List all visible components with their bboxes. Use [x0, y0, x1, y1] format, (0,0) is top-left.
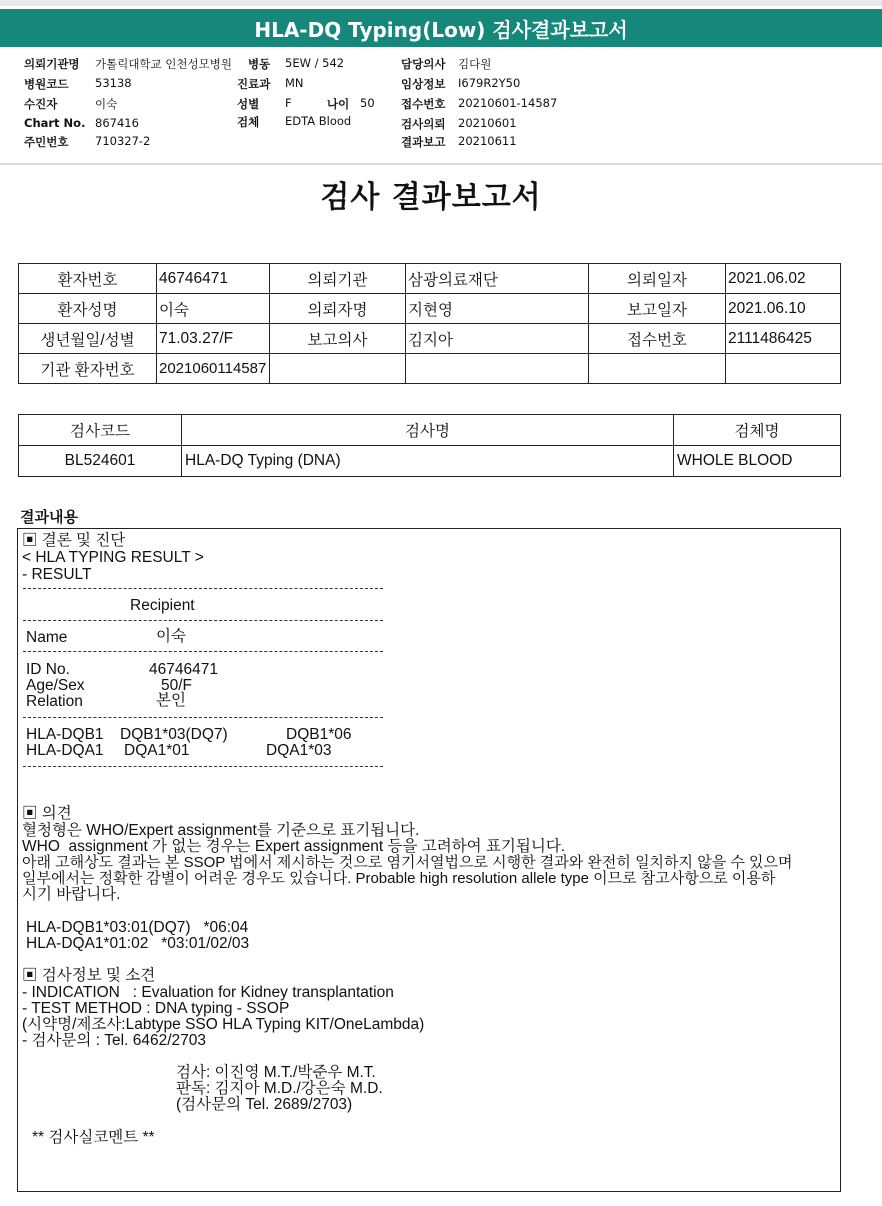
- info-label: 의뢰기관: [270, 264, 406, 294]
- test-info-line: (시약명/제조사:Labtype SSO HLA Typing KIT/OneLambda): [22, 1016, 425, 1033]
- info-empty: [406, 354, 589, 384]
- header-label: 성별: [237, 97, 260, 111]
- header-label: 검사의뢰: [401, 117, 446, 131]
- lab-comment-heading: ** 검사실코멘트 **: [32, 1129, 155, 1146]
- opinion-line: WHO assignment 가 없는 경우는 Expert assignment 등을 고려하여 표기됩니다.: [22, 838, 566, 855]
- opinion-line: 아래 고해상도 결과는 본 SSOP 법에서 제시하는 것으로 염기서열법으로 시행한 결과와 완전히 일치하지 않을 수 있으며: [22, 854, 793, 871]
- table-row: [19, 324, 841, 354]
- specimen-name: WHOLE BLOOD: [674, 446, 841, 477]
- info-value: 김지아: [406, 324, 589, 354]
- test-code: BL524601: [19, 446, 182, 477]
- info-value: 이숙: [157, 294, 270, 324]
- name-value: 이숙: [156, 628, 186, 645]
- conclusion-heading: ▣ 결론 및 진단: [22, 532, 126, 549]
- header-label: 주민번호: [24, 135, 69, 149]
- header-value: 20210601-14587: [458, 96, 558, 110]
- info-label: 접수번호: [589, 324, 726, 354]
- top-border: [0, 0, 882, 6]
- column-header: 검사명: [182, 415, 674, 446]
- column-header: 검체명: [674, 415, 841, 446]
- info-value: 2111486425: [726, 324, 841, 354]
- header-value: 20210611: [458, 134, 517, 148]
- test-info-line: - TEST METHOD : DNA typing - SSOP: [22, 1000, 290, 1017]
- dqa1-allele-1: DQA1*01: [124, 742, 190, 759]
- info-label: 보고의사: [270, 324, 406, 354]
- info-label: 의뢰일자: [589, 264, 726, 294]
- test-table: [18, 414, 841, 477]
- dqa1-allele-2: DQA1*03: [266, 742, 332, 759]
- info-label: 환자성명: [19, 294, 157, 324]
- table-row: [19, 264, 841, 294]
- report-header-info: [0, 52, 882, 160]
- header-label: 진료과: [237, 77, 271, 91]
- opinion-line: 혈청형은 WHO/Expert assignment를 기준으로 표기됩니다.: [22, 822, 420, 839]
- header-label: Chart No.: [24, 116, 86, 130]
- header-value: 가톨릭대학교 인천성모병원: [95, 57, 232, 71]
- header-label: 병동: [248, 57, 271, 71]
- result-line: < HLA TYPING RESULT >: [22, 549, 204, 566]
- header-label: 나이: [327, 97, 350, 111]
- info-value: 2021060114587: [157, 354, 270, 384]
- age-label: Age/Sex: [26, 677, 85, 694]
- test-name: HLA-DQ Typing (DNA): [182, 446, 674, 477]
- test-info-line: - INDICATION : Evaluation for Kidney transplantation: [22, 984, 394, 1001]
- info-empty: [270, 354, 406, 384]
- header-value: 이숙: [95, 97, 118, 111]
- table-row: [19, 294, 841, 324]
- header-label: 접수번호: [401, 97, 446, 111]
- info-value: 2021.06.10: [726, 294, 841, 324]
- table-row: [19, 354, 841, 384]
- header-value: 김다원: [458, 57, 492, 71]
- result-content-box: [17, 528, 841, 1192]
- info-value: 46746471: [157, 264, 270, 294]
- dqb1-label: HLA-DQB1: [26, 726, 104, 743]
- page-title: 검사 결과보고서: [320, 180, 542, 215]
- header-value: 20210601: [458, 116, 517, 130]
- dashed-divider: [23, 717, 383, 718]
- dqb1-allele-2: DQB1*06: [286, 726, 352, 743]
- header-value: MN: [285, 76, 304, 90]
- header-value: 710327-2: [95, 134, 151, 148]
- recipient-label: Recipient: [130, 597, 195, 614]
- dqb1-allele-1: DQB1*03(DQ7): [120, 726, 228, 743]
- info-value: 2021.06.02: [726, 264, 841, 294]
- header-label: 임상정보: [401, 77, 446, 91]
- header-divider: [0, 163, 882, 165]
- table-header-row: [19, 415, 841, 446]
- id-label: ID No.: [26, 661, 70, 678]
- info-label: 생년월일/성별: [19, 324, 157, 354]
- opinion-heading: ▣ 의견: [22, 805, 72, 822]
- header-value: 53138: [95, 76, 132, 90]
- info-empty: [726, 354, 841, 384]
- signature-line: 판독: 김지아 M.D./강은숙 M.D.: [176, 1080, 383, 1097]
- test-info-heading: ▣ 검사정보 및 소견: [22, 967, 156, 984]
- header-value: F: [285, 96, 292, 110]
- test-info-line: - 검사문의 : Tel. 6462/2703: [22, 1032, 206, 1049]
- info-value: 삼광의료재단: [406, 264, 589, 294]
- dashed-divider: [23, 651, 383, 652]
- patient-info-table: [18, 263, 841, 384]
- relation-value: 본인: [156, 692, 186, 709]
- signature-line: (검사문의 Tel. 2689/2703): [176, 1096, 353, 1113]
- dashed-divider: [23, 620, 383, 621]
- signature-line: 검사: 이진영 M.T./박준우 M.T.: [176, 1064, 376, 1081]
- high-res-dqa1: HLA-DQA1*01:02 *03:01/02/03: [26, 935, 250, 952]
- id-value: 46746471: [149, 661, 218, 678]
- header-label: 결과보고: [401, 135, 446, 149]
- info-label: 기관 환자번호: [19, 354, 157, 384]
- info-value: 71.03.27/F: [157, 324, 270, 354]
- opinion-line: 시기 바랍니다.: [22, 886, 121, 903]
- relation-label: Relation: [26, 693, 83, 710]
- high-res-dqb1: HLA-DQB1*03:01(DQ7) *06:04: [26, 919, 249, 936]
- header-value: 867416: [95, 116, 139, 130]
- opinion-line: 일부에서는 정확한 감별이 어려운 경우도 있습니다. Probable high resolution allele type 이므로 참고사항으로 이용하: [22, 870, 776, 887]
- header-value: EDTA Blood: [285, 114, 352, 128]
- age-value: 50/F: [161, 677, 193, 694]
- column-header: 검사코드: [19, 415, 182, 446]
- header-label: 담당의사: [401, 57, 446, 71]
- dqa1-label: HLA-DQA1: [26, 742, 104, 759]
- header-label: 수진자: [24, 97, 58, 111]
- info-label: 환자번호: [19, 264, 157, 294]
- dashed-divider: [23, 766, 383, 767]
- info-empty: [589, 354, 726, 384]
- info-label: 의뢰자명: [270, 294, 406, 324]
- report-banner-title: HLA-DQ Typing(Low) 검사결과보고서: [0, 9, 882, 47]
- name-label: Name: [26, 629, 68, 646]
- header-label: 검체: [237, 115, 260, 129]
- dashed-divider: [23, 588, 383, 589]
- header-value: I679R2Y50: [458, 76, 521, 90]
- info-label: 보고일자: [589, 294, 726, 324]
- header-label: 병원코드: [24, 77, 69, 91]
- info-value: 지현영: [406, 294, 589, 324]
- header-label: 의뢰기관명: [24, 57, 80, 71]
- table-row: [19, 446, 841, 477]
- result-section-label: 결과내용: [20, 508, 78, 526]
- result-line: - RESULT: [22, 566, 92, 583]
- header-value: 50: [360, 96, 375, 110]
- header-value: 5EW / 542: [285, 56, 345, 70]
